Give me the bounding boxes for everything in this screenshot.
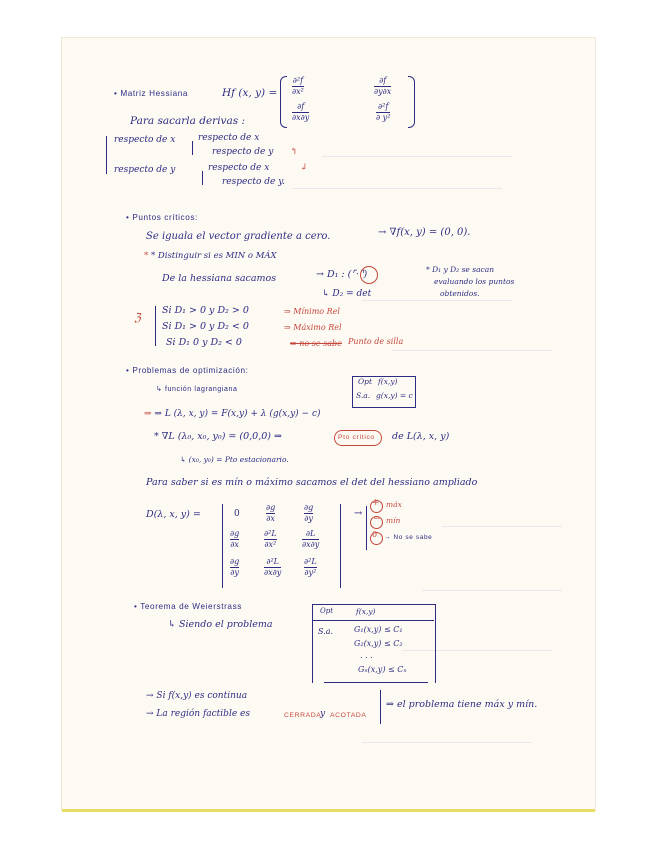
lagrangian-label: ↳ función lagrangiana <box>156 386 238 393</box>
branch-x: respecto de x <box>114 135 176 145</box>
hessian-right-paren <box>408 76 415 128</box>
critical-rule: Se iguala el vector gradiente a cero. <box>146 231 331 242</box>
weierstrass-opt-label: Opt <box>320 607 334 615</box>
weierstrass-cond-1: → Si f(x,y) es continua <box>146 691 248 701</box>
branch-line <box>106 136 107 174</box>
branch-xy: respecto de y <box>212 147 274 157</box>
case-2: Si D₁ > 0 y D₂ < 0 <box>162 321 249 332</box>
hessian-left-paren <box>280 76 287 128</box>
hessian-entry-yy: ∂²f ∂ y² <box>376 102 391 122</box>
critical-note-2: evaluando los puntos <box>434 277 515 286</box>
weierstrass-y: y <box>320 709 326 719</box>
sign-plus: + <box>372 498 380 508</box>
matrix-33: ∂²L ∂y² <box>304 557 317 577</box>
matrix-13: ∂g ∂y <box>304 503 314 523</box>
matrix-12: ∂g ∂x <box>266 503 276 523</box>
opt-f: f(x,y) <box>378 377 398 386</box>
critical-d2: ↳ D₂ = det <box>322 289 372 299</box>
weierstrass-cerrada: CERRADA <box>284 712 322 719</box>
weierstrass-gn: Gₙ(x,y) ≤ Cₙ <box>358 665 407 674</box>
notebook-page <box>62 38 595 810</box>
result-none: → No se sabe <box>384 534 433 541</box>
weierstrass-opt-f: f(x,y) <box>356 607 376 616</box>
branch-yx: respecto de x <box>208 163 270 173</box>
hessian-intro: Para sacarla derivas : <box>130 115 246 127</box>
critical-of-l: de L(λ, x, y) <box>392 431 450 442</box>
matrix-23: ∂L ∂x∂y <box>302 529 320 549</box>
sign-minus: − <box>373 514 381 524</box>
matrix-31: ∂g ∂y <box>230 557 240 577</box>
result-max: máx <box>386 500 402 509</box>
weierstrass-cond-2: → La región factible es <box>146 709 250 719</box>
critical-distinguish: * * Distinguir si es MIN o MÁX <box>144 251 277 261</box>
matrix-32: ∂²L ∂x∂y <box>264 557 282 577</box>
cases-brace <box>155 306 156 346</box>
pto-critico-circle <box>334 430 382 446</box>
weierstrass-conclusion: ⇒ el problema tiene máx y mín. <box>386 699 538 710</box>
sign-brace <box>366 506 367 550</box>
critical-note-1: * D₁ y D₂ se sacan <box>426 265 495 274</box>
bordered-intro: Para saber si es mín o máximo sacamos el det del hessiano ampliado <box>146 477 478 488</box>
case-1: Si D₁ > 0 y D₂ > 0 <box>162 305 249 316</box>
det-bar-right <box>340 504 341 588</box>
branch-x-line <box>192 141 193 155</box>
opt-label: Opt <box>358 377 372 386</box>
lagrangian-def: ⇒ ⇒ L (λ, x, y) = F(x,y) + λ (g(x,y) − c) <box>144 409 321 419</box>
stationary-point: ↳ (x₀, y₀) = Pto estacionario. <box>180 455 289 464</box>
weierstrass-g1: G₁(x,y) ≤ C₁ <box>354 625 403 634</box>
case-3-strike: ⇒ no se sabe <box>290 339 342 348</box>
weierstrass-box-divider <box>312 620 434 621</box>
sign-zero: 0 <box>372 530 378 539</box>
case-3: Si D₁ 0 y D₂ < 0 <box>166 337 242 348</box>
weierstrass-box-bottom <box>324 682 428 683</box>
matrix-22: ∂²L ∂x² <box>264 529 277 549</box>
red-equal-mark: ↰ <box>290 147 298 157</box>
sa-label: S.a. <box>356 391 371 400</box>
sa-g: g(x,y) = c <box>376 391 413 400</box>
weierstrass-title: • Teorema de Weierstrass <box>134 602 242 611</box>
sign-arrow: → <box>354 508 363 519</box>
case-3-result: Punto de silla <box>348 337 404 346</box>
d1-highlight-circle <box>360 266 378 284</box>
critical-d1: → D₁ : (⌜⋅⌝) <box>316 269 368 280</box>
branch-y: respecto de y <box>114 165 176 175</box>
matrix-11: 0 <box>234 509 240 519</box>
weierstrass-sa-label: S.a. <box>318 627 334 636</box>
weierstrass-brace <box>380 690 381 724</box>
critical-hessian-use: De la hessiana sacamos <box>162 273 277 284</box>
pto-critico: Pto crítico <box>338 434 375 441</box>
weierstrass-g2: G₂(x,y) ≤ C₂ <box>354 639 403 648</box>
weierstrass-acotada: ACOTADA <box>330 712 367 719</box>
branch-xx: respecto de x <box>198 133 260 143</box>
critical-rule-eq: → ∇f(x, y) = (0, 0). <box>378 227 471 238</box>
hessian-lhs: Hf (x, y) = <box>222 87 278 99</box>
lagrangian-grad: * ∇L (λ₀, x₀, y₀) = (0,0,0) ⇒ <box>154 431 282 442</box>
hessian-entry-xx: ∂²f ∂x² <box>292 76 304 96</box>
det-bar-left <box>222 504 223 588</box>
red-equal-mark-2: ↲ <box>300 163 308 173</box>
branch-yy: respecto de y. <box>222 177 285 187</box>
hessian-entry-yx: ∂f ∂x∂y <box>292 102 310 122</box>
critical-title: • Puntos críticos: <box>126 213 198 222</box>
critical-note-3: obtenidos. <box>440 289 480 298</box>
case-2-result: ⇒ Máximo Rel <box>284 323 342 332</box>
bordered-lhs: D(λ, x, y) = <box>146 509 201 520</box>
result-min: mín <box>386 516 401 525</box>
cases-bracket-mark: ℨ <box>134 311 141 324</box>
branch-y-line <box>202 171 203 185</box>
weierstrass-problem: ↳ Siendo el problema <box>168 619 273 630</box>
optimization-title: • Problemas de optimización: <box>126 366 249 375</box>
hessian-entry-xy: ∂f ∂y∂x <box>374 76 392 96</box>
hessian-title: • Matriz Hessiana <box>114 89 189 98</box>
weierstrass-dots: . . . <box>360 651 373 660</box>
matrix-21: ∂g ∂x <box>230 529 240 549</box>
case-1-result: ⇒ Mínimo Rel <box>284 307 340 316</box>
